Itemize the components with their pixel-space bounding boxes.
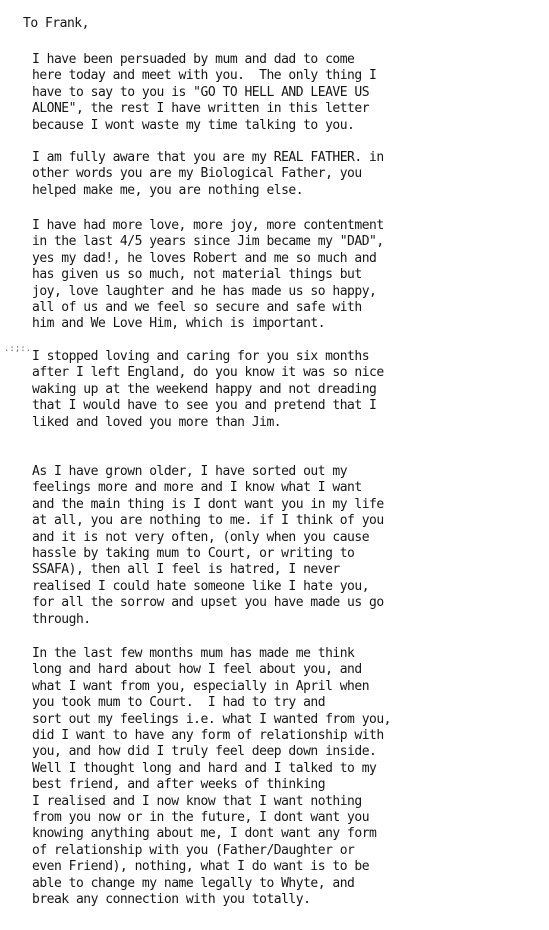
text-line: waking up at the weekend happy and not dreading xyxy=(32,381,377,397)
text-line: long and hard about how I feel about you, and xyxy=(32,662,362,678)
text-line: As I have grown older, I have sorted out my xyxy=(32,464,348,479)
text-line: have to say to you is "GO TO HELL AND LEAVE US xyxy=(32,84,370,100)
text-line: that I would have to see you and pretend that I xyxy=(32,398,377,414)
text-line: because I wont waste my time talking to you. xyxy=(32,117,355,133)
text-line: SSAFA), then all I feel is hatred, I never xyxy=(32,562,340,578)
text-line: even Friend), nothing, what I do want is to be xyxy=(32,859,370,875)
text-line: I realised and I now know that I want nothing xyxy=(32,793,362,809)
paragraph xyxy=(32,464,384,628)
text-line: I stopped loving and caring for you six months xyxy=(32,349,370,364)
text-line: all of us and we feel so secure and safe with xyxy=(32,300,362,316)
text-line: I am fully aware that you are my REAL FATHER. in xyxy=(32,150,384,165)
text-line: has given us so much, not material things but xyxy=(32,267,362,283)
text-line: and the main thing is I dont want you in my life xyxy=(32,496,384,512)
text-line: In the last few months mum has made me think xyxy=(32,646,355,661)
text-line: you took mum to Court. I had to try and xyxy=(32,695,326,711)
text-line: knowing anything about me, I dont want any form xyxy=(32,826,377,842)
text-line: break any connection with you totally. xyxy=(32,892,311,908)
text-line: of relationship with you (Father/Daughter or xyxy=(32,842,355,858)
ink-smudge: .:;:. xyxy=(4,344,32,354)
text-line: ALONE", the rest I have written in this letter xyxy=(32,101,370,117)
text-line: other words you are my Biological Father, you xyxy=(32,166,362,182)
text-line: I have had more love, more joy, more contentment xyxy=(32,218,384,233)
text-line: in the last 4/5 years since Jim became my "DAD", xyxy=(32,234,384,250)
text-line: you, and how did I truly feel deep down inside. xyxy=(32,744,377,760)
text-line: feelings more and more and I know what I want xyxy=(32,480,362,496)
text-line: him and We Love Him, which is important. xyxy=(32,316,326,332)
salutation: To Frank, xyxy=(23,16,89,31)
text-line: best friend, and after weeks of thinking xyxy=(32,777,326,793)
text-line: here today and meet with you. The only thing I xyxy=(32,68,377,84)
paragraph xyxy=(32,349,384,431)
text-line: able to change my name legally to Whyte, and xyxy=(32,875,355,891)
text-line: for all the sorrow and upset you have made us go xyxy=(32,595,384,611)
text-line: Well I thought long and hard and I talked to my xyxy=(32,760,377,776)
text-line: helped make me, you are nothing else. xyxy=(32,182,304,198)
paragraph xyxy=(32,218,384,333)
text-line: and it is not very often, (only when you cause xyxy=(32,529,370,545)
text-line: did I want to have any form of relationship with xyxy=(32,728,384,744)
text-line: joy, love laughter and he has made us so happy, xyxy=(32,283,377,299)
paragraph xyxy=(32,646,391,909)
text-line: at all, you are nothing to me. if I think of you xyxy=(32,513,384,529)
text-line: from you now or in the future, I dont want you xyxy=(32,810,370,826)
text-line: I have been persuaded by mum and dad to come xyxy=(32,52,355,67)
text-line: hassle by taking mum to Court, or writing to xyxy=(32,546,355,562)
text-line: sort out my feelings i.e. what I wanted from you, xyxy=(32,711,392,727)
text-line: through. xyxy=(32,611,91,627)
text-line: yes my dad!, he loves Robert and me so much and xyxy=(32,250,377,266)
text-line: what I want from you, especially in April when xyxy=(32,678,370,694)
text-line: realised I could hate someone like I hate you, xyxy=(32,578,370,594)
text-line: after I left England, do you know it was so nice xyxy=(32,365,384,381)
paragraph xyxy=(32,52,376,134)
text-line: liked and loved you more than Jim. xyxy=(32,414,282,430)
paragraph xyxy=(32,150,384,199)
